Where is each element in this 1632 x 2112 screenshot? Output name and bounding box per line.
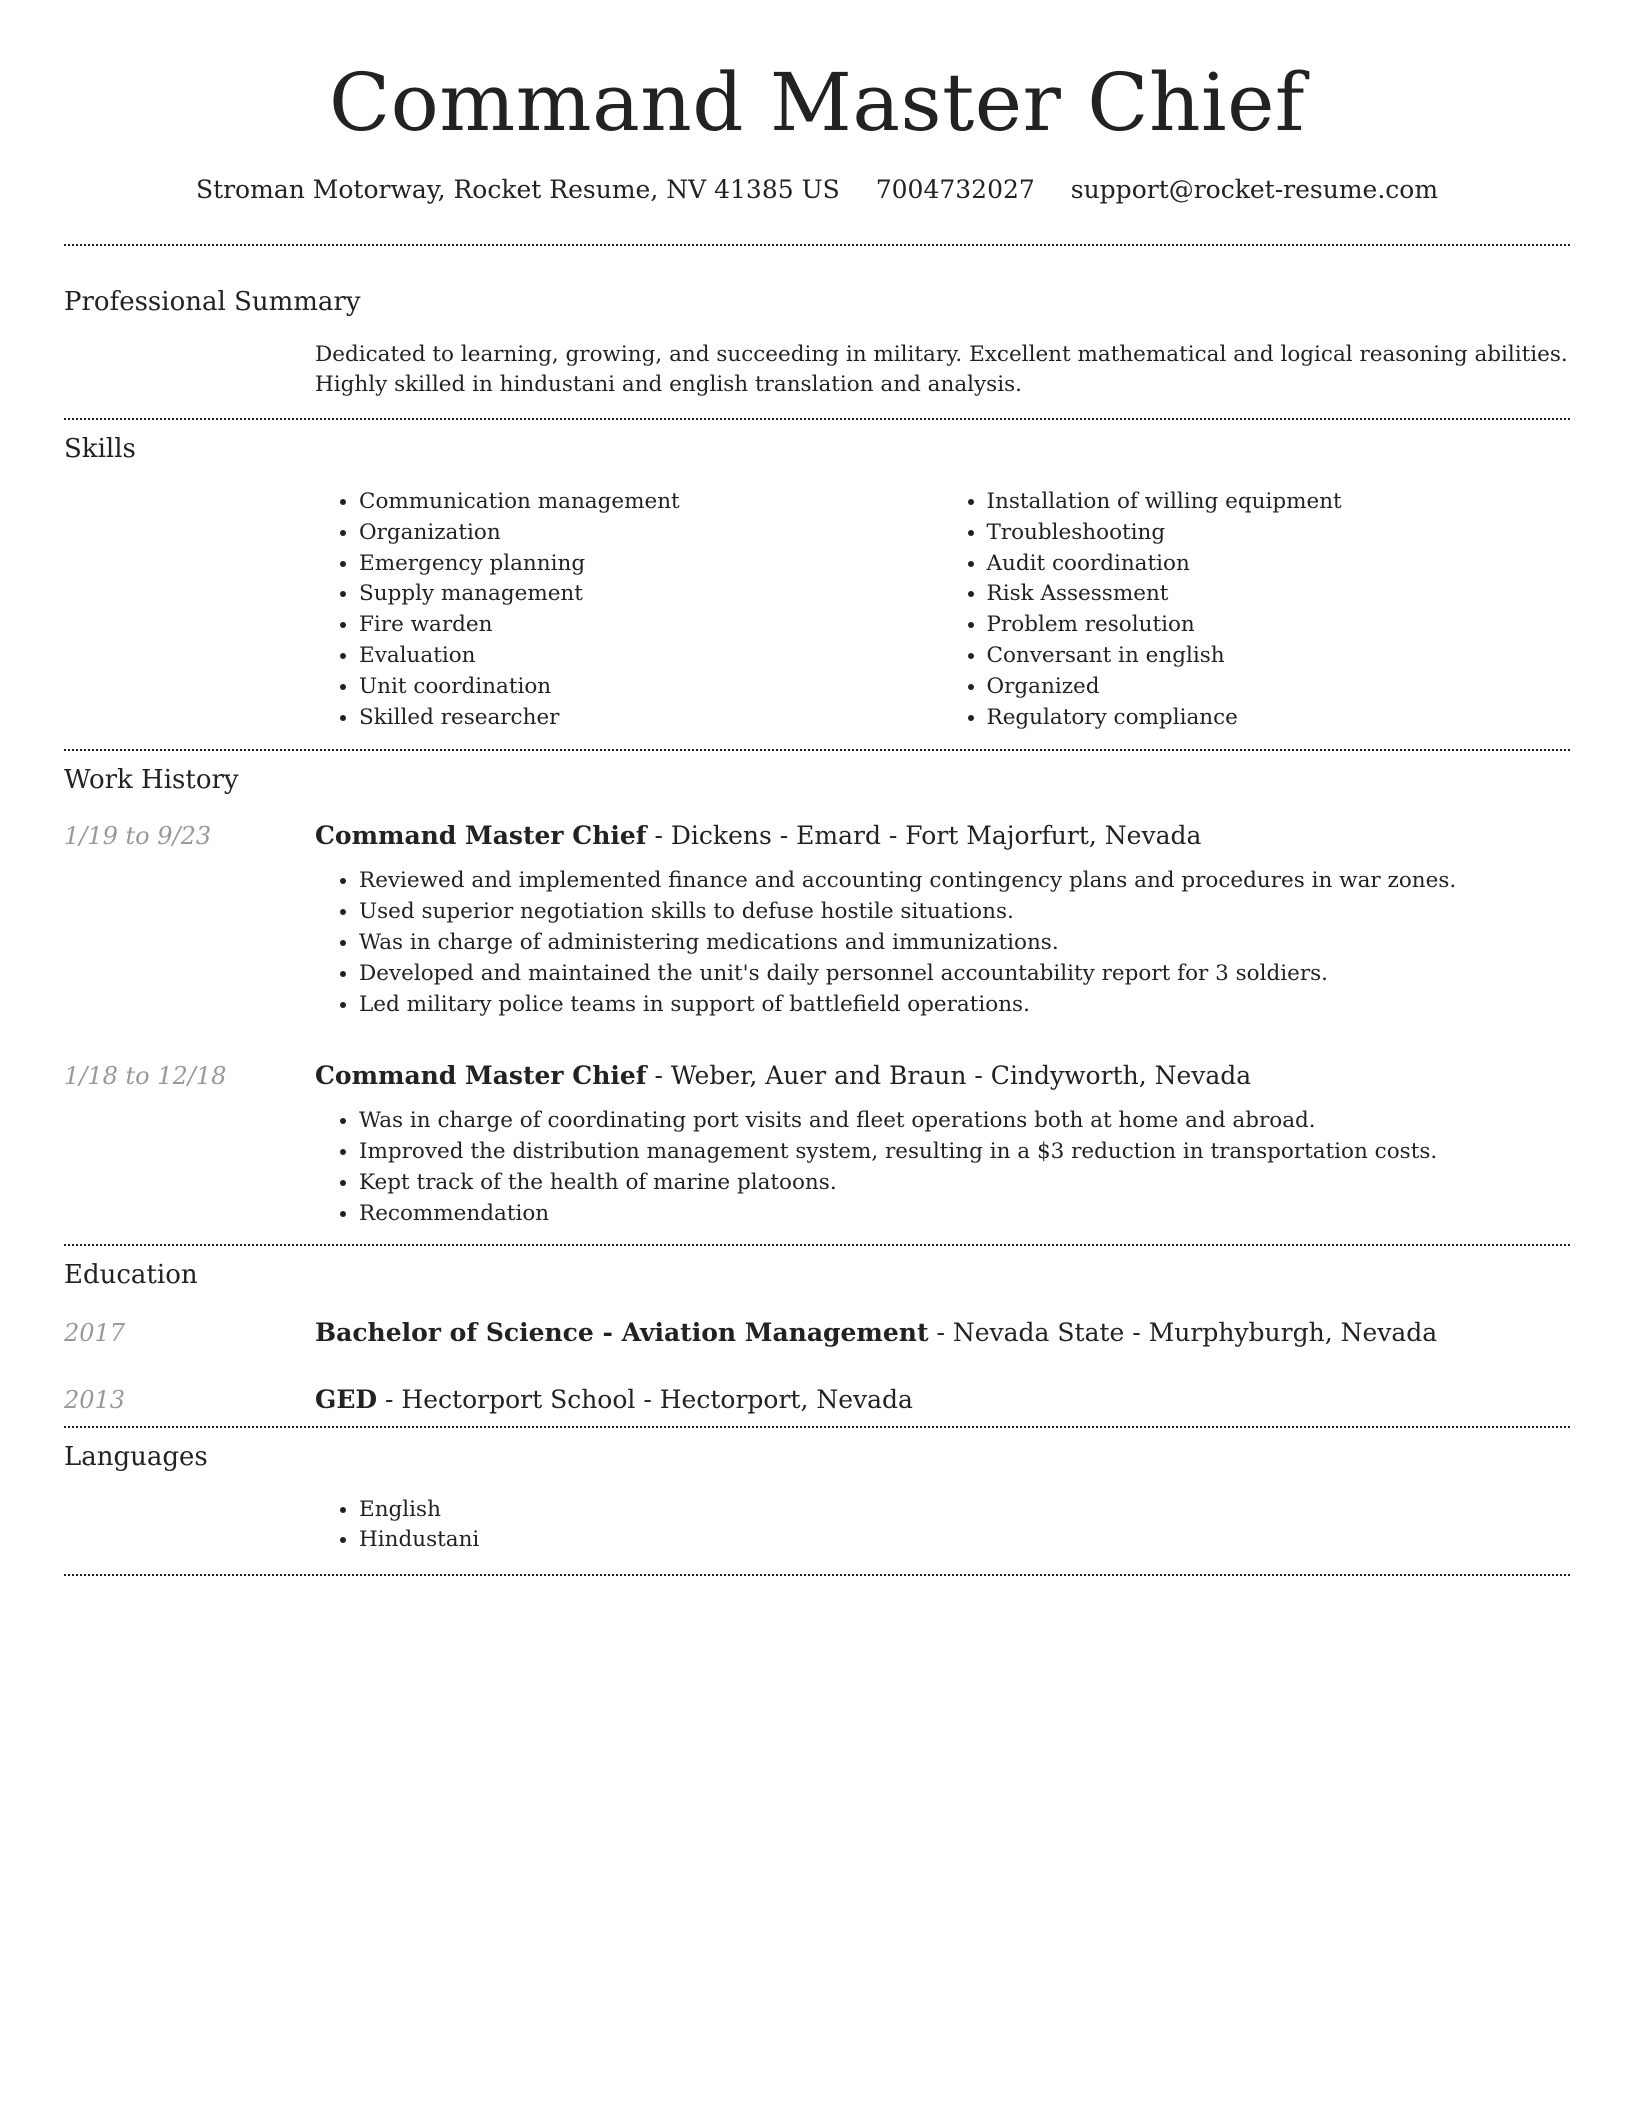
section-title-work: Work History xyxy=(64,765,239,796)
job-duties xyxy=(315,1106,1570,1229)
job-entry xyxy=(64,820,1570,1020)
skill-item: • Fire warden xyxy=(359,610,943,641)
skill-item: • Risk Assessment xyxy=(987,579,1571,610)
education-year: 2017 xyxy=(64,1318,126,1347)
contact-line xyxy=(64,173,1570,207)
job-employer: - Weber, Auer and Braun - Cindyworth, Nevada xyxy=(646,1061,1252,1091)
education-title xyxy=(315,1384,913,1416)
section-title-skills: Skills xyxy=(64,434,136,464)
job-role: Command Master Chief xyxy=(315,821,647,851)
skill-item: • Regulatory compliance xyxy=(987,703,1571,734)
contact-address: Stroman Motorway, Rocket Resume, NV 41385 US xyxy=(195,175,840,204)
duty-item: • Developed and maintained the unit's daily personnel accountability report for 3 soldiers. xyxy=(359,959,1570,990)
skill-item: • Evaluation xyxy=(359,641,943,672)
duty-item: • Reviewed and implemented finance and accounting contingency plans and procedures in war zones. xyxy=(359,866,1570,897)
skill-item: • Supply management xyxy=(359,579,943,610)
skill-item: • Skilled researcher xyxy=(359,703,943,734)
section-title-education: Education xyxy=(64,1259,198,1290)
education-year: 2013 xyxy=(64,1385,126,1414)
education-school: - Nevada State - Murphyburgh, Nevada xyxy=(928,1317,1438,1347)
contact-phone: 7004732027 xyxy=(875,175,1035,204)
job-dates: 1/19 to 9/23 xyxy=(64,822,212,851)
contact-email: support@rocket-resume.com xyxy=(1070,175,1439,204)
languages-list xyxy=(315,1495,1570,1557)
skills-list-right xyxy=(943,487,1571,733)
section-title-languages: Languages xyxy=(64,1441,208,1472)
job-dates: 1/18 to 12/18 xyxy=(64,1062,227,1091)
education-entry xyxy=(64,1317,1570,1349)
duty-item: • Used superior negotiation skills to defuse hostile situations. xyxy=(359,897,1570,928)
skill-item: • Problem resolution xyxy=(987,610,1571,641)
skill-item: • Unit coordination xyxy=(359,672,943,703)
divider xyxy=(64,1574,1570,1576)
job-role: Command Master Chief xyxy=(315,1061,647,1091)
job-title xyxy=(315,1060,1251,1092)
job-duties xyxy=(315,866,1570,1020)
section-languages xyxy=(64,1428,1570,1575)
education-school: - Hectorport School - Hectorport, Nevada xyxy=(377,1384,913,1414)
section-title-summary: Professional Summary xyxy=(64,287,361,317)
candidate-name: Command Master Chief xyxy=(328,56,1306,149)
skill-item: • Installation of willing equipment xyxy=(987,487,1571,518)
skill-item: • Organized xyxy=(987,672,1571,703)
job-title xyxy=(315,820,1201,852)
section-skills xyxy=(64,420,1570,749)
duty-item: • Was in charge of coordinating port visits and fleet operations both at home and abroad. xyxy=(359,1106,1570,1137)
skill-item: • Troubleshooting xyxy=(987,518,1571,549)
duty-item: • Recommendation xyxy=(359,1199,1570,1230)
education-entry xyxy=(64,1384,1570,1416)
skills-list-left xyxy=(315,487,943,733)
education-degree: Bachelor of Science - Aviation Management xyxy=(315,1317,929,1347)
skill-item: • Conversant in english xyxy=(987,641,1571,672)
section-education xyxy=(64,1246,1570,1426)
resume-page xyxy=(64,0,1570,1576)
summary-text: Dedicated to learning, growing, and succeeding in military. Excellent mathematical and logical reasoning abilities. Highly skilled in hindustani and english translation and analysis. xyxy=(315,342,1568,397)
education-title xyxy=(315,1317,1437,1349)
section-work-history xyxy=(64,751,1570,1243)
skill-item: • Audit coordination xyxy=(987,549,1571,580)
duty-item: • Was in charge of administering medications and immunizations. xyxy=(359,928,1570,959)
section-summary xyxy=(64,246,1570,418)
job-entry xyxy=(64,1060,1570,1229)
language-item: • Hindustani xyxy=(359,1525,1570,1556)
job-employer: - Dickens - Emard - Fort Majorfurt, Nevada xyxy=(646,821,1202,851)
duty-item: • Kept track of the health of marine platoons. xyxy=(359,1168,1570,1199)
language-item: • English xyxy=(359,1495,1570,1526)
duty-item: • Led military police teams in support of battlefield operations. xyxy=(359,990,1570,1021)
skill-item: • Communication management xyxy=(359,487,943,518)
education-degree: GED xyxy=(315,1384,378,1414)
skill-item: • Organization xyxy=(359,518,943,549)
skill-item: • Emergency planning xyxy=(359,549,943,580)
duty-item: • Improved the distribution management system, resulting in a $3 reduction in transportation costs. xyxy=(359,1137,1570,1168)
